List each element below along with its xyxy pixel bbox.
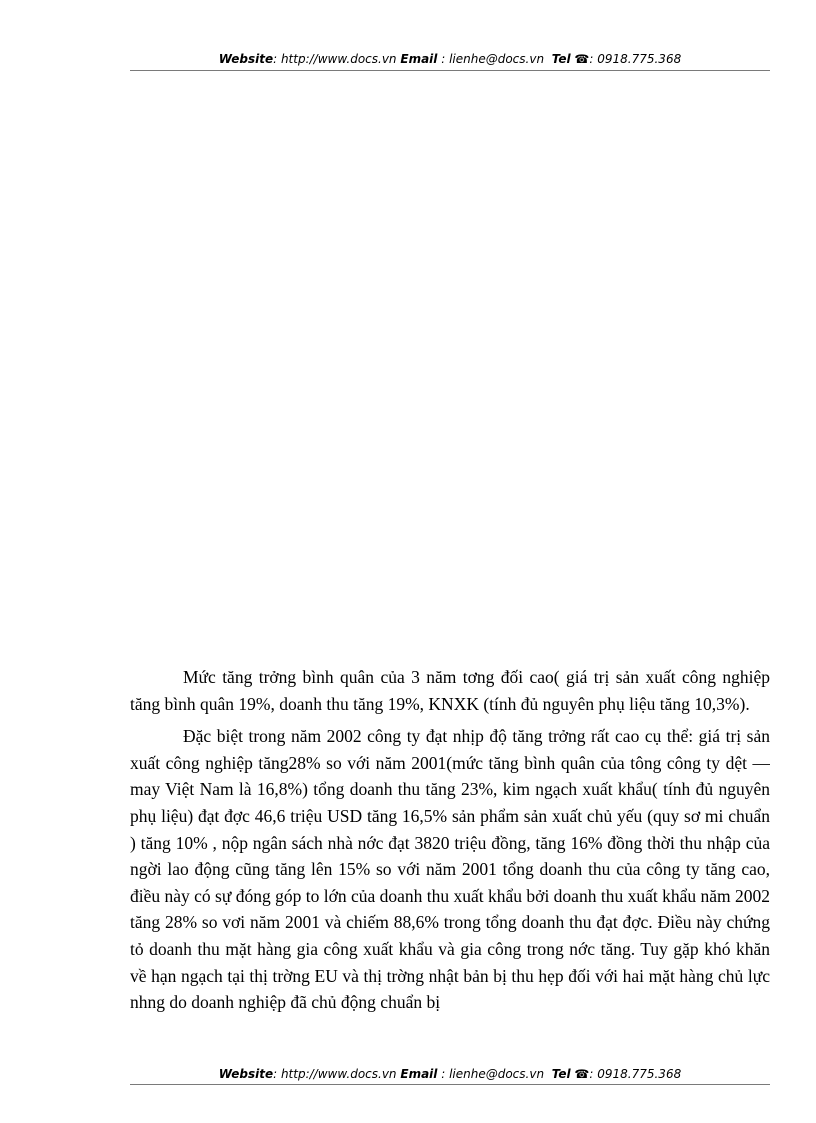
footer-website-label: Website <box>218 1067 274 1081</box>
paragraph-2002-results: Đặc biệt trong năm 2002 công ty đạt nhịp độ tăng trởng rất cao cụ thể: giá trị sản xuất công nghiệp tăng28% so với năm 2001(mức tăng bình quân của tông công ty dệt —may Việt Nam là 16,8%) tổng doanh thu tăng 23%, kim ngạch xuất khẩu( tính đủ nguyên phụ liệu) đạt đợc 46,6 triệu USD tăng 16,5% sản phẩm sản xuất chủ yếu (quy sơ mi chuẩn ) tăng 10% , nộp ngân sách nhà nớc đạt 3820 triệu đồng, tăng 16% đồng thời thu nhập của ngời lao động cũng tăng lên 15% so với năm 2001 tổng doanh thu của công ty tăng cao, điều này có sự đóng góp to lớn của doanh thu xuất khẩu bởi doanh thu xuất khẩu năm 2002 tăng 28% so vơi năm 2001 và chiếm 88,6% trong tổng doanh thu đạt đợc. Điều này chứng tỏ doanh thu mặt hàng gia công xuất khẩu và gia công trong nớc tăng. Tuy gặp khó khăn về hạn ngạch tại thị trờng EU và thị trờng nhật bản bị thu hẹp đối với hai mặt hàng chủ lực nhng do doanh nghiệp đã chủ động chuẩn bị <box>130 726 770 1013</box>
footer-tel-label: Tel <box>551 1067 571 1081</box>
paragraph-growth-summary: Mức tăng trởng bình quân của 3 năm tơng đối cao( giá trị sản xuất công nghiệp tăng bình quân 19%, doanh thu tăng 19%, KNXK (tính đủ nguyên phụ liệu tăng 10,3%). <box>130 667 770 714</box>
header-email-address[interactable]: : lienhe@docs.vn <box>437 52 545 66</box>
footer-email-address[interactable]: : lienhe@docs.vn <box>437 1067 545 1081</box>
footer-divider <box>130 1084 770 1085</box>
header-website-label: Website <box>218 52 274 66</box>
footer-tel-number: : 0918.775.368 <box>589 1067 682 1081</box>
header-website-url[interactable]: : http://www.docs.vn <box>273 52 397 66</box>
footer-website-url[interactable]: : http://www.docs.vn <box>273 1067 397 1081</box>
document-body <box>130 664 770 1066</box>
header-tel-label: Tel <box>551 52 571 66</box>
footer-email-label: Email <box>400 1067 438 1081</box>
header-email-label: Email <box>400 52 438 66</box>
page-header <box>130 52 770 67</box>
header-tel-number: : 0918.775.368 <box>589 52 682 66</box>
phone-icon: ☎ <box>574 52 590 66</box>
phone-icon: ☎ <box>574 1067 590 1081</box>
page-footer <box>130 1067 770 1082</box>
header-divider <box>130 70 770 71</box>
